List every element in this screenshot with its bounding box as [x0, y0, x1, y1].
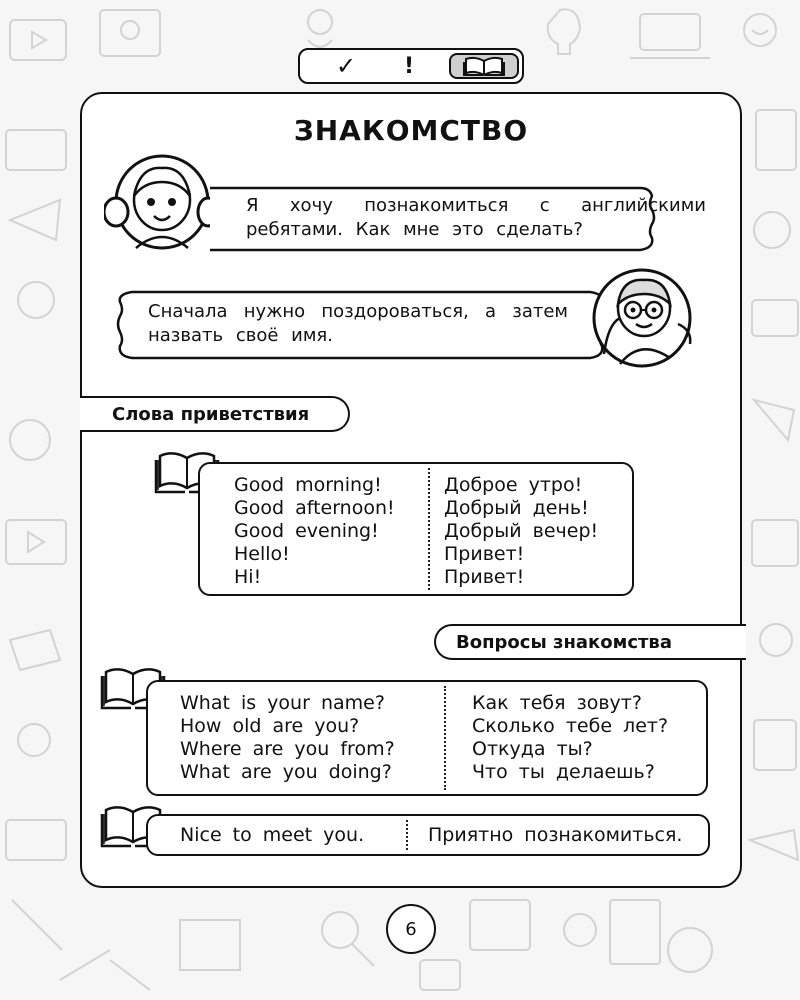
greetings-heading-label: Слова приветствия: [112, 403, 310, 425]
girl-question-text: Я хочу познакомиться с английскими ребятами. Как мне это сделать?: [246, 195, 706, 240]
list-item: Как тебя зовут?: [472, 692, 642, 714]
greetings-vocab-box: [198, 462, 634, 596]
check-icon: ✓: [335, 52, 357, 80]
girl-avatar: [104, 152, 212, 252]
column-divider: [444, 686, 446, 790]
list-item: Where are you from?: [180, 738, 395, 760]
list-item: Hi!: [234, 566, 262, 588]
column-divider: [428, 468, 430, 590]
greetings-heading: [80, 396, 350, 432]
page-number-label: 6: [405, 918, 417, 940]
open-book-icon: [463, 56, 505, 76]
greetings-english-list: [234, 474, 395, 589]
page-number: [386, 904, 436, 954]
column-divider: [406, 820, 408, 850]
tab-book[interactable]: [449, 53, 519, 79]
page-title: ЗНАКОМСТВО: [293, 114, 529, 147]
list-item: Hello!: [234, 543, 290, 565]
questions-english-list: [180, 692, 395, 784]
exclamation-icon: !: [403, 53, 415, 79]
list-item: What are you doing?: [180, 761, 392, 783]
list-item: Good afternoon!: [234, 497, 395, 519]
questions-vocab-box: [146, 680, 708, 796]
phrase-russian: Приятно познакомиться.: [428, 824, 683, 846]
list-item: Что ты делаешь?: [472, 761, 655, 783]
list-item: Привет!: [444, 566, 525, 588]
list-item: How old are you?: [180, 715, 360, 737]
teacher-avatar: [588, 264, 698, 370]
list-item: Good evening!: [234, 520, 379, 542]
list-item: Привет!: [444, 543, 525, 565]
questions-heading: [434, 624, 746, 660]
phrase-vocab-box: [146, 814, 710, 856]
questions-russian-list: [472, 692, 668, 784]
teacher-answer-text: Сначала нужно поздороваться, а затем назвать своё имя.: [148, 301, 568, 346]
list-item: Откуда ты?: [472, 738, 593, 760]
list-item: Good morning!: [234, 474, 382, 496]
greetings-russian-list: [444, 474, 598, 589]
tab-check[interactable]: [326, 53, 366, 79]
questions-heading-label: Вопросы знакомства: [456, 631, 672, 653]
section-tab-bar: [298, 48, 524, 84]
list-item: Добрый вечер!: [444, 520, 599, 542]
tab-exclamation[interactable]: [394, 53, 424, 79]
lesson-panel: [80, 92, 742, 888]
teacher-speech-bubble: [116, 288, 606, 360]
list-item: What is your name?: [180, 692, 385, 714]
list-item: Добрый день!: [444, 497, 589, 519]
list-item: Сколько тебе лет?: [472, 715, 669, 737]
list-item: Доброе утро!: [444, 474, 583, 496]
girl-speech-bubble: [210, 184, 710, 252]
phrase-english: Nice to meet you.: [180, 824, 365, 846]
